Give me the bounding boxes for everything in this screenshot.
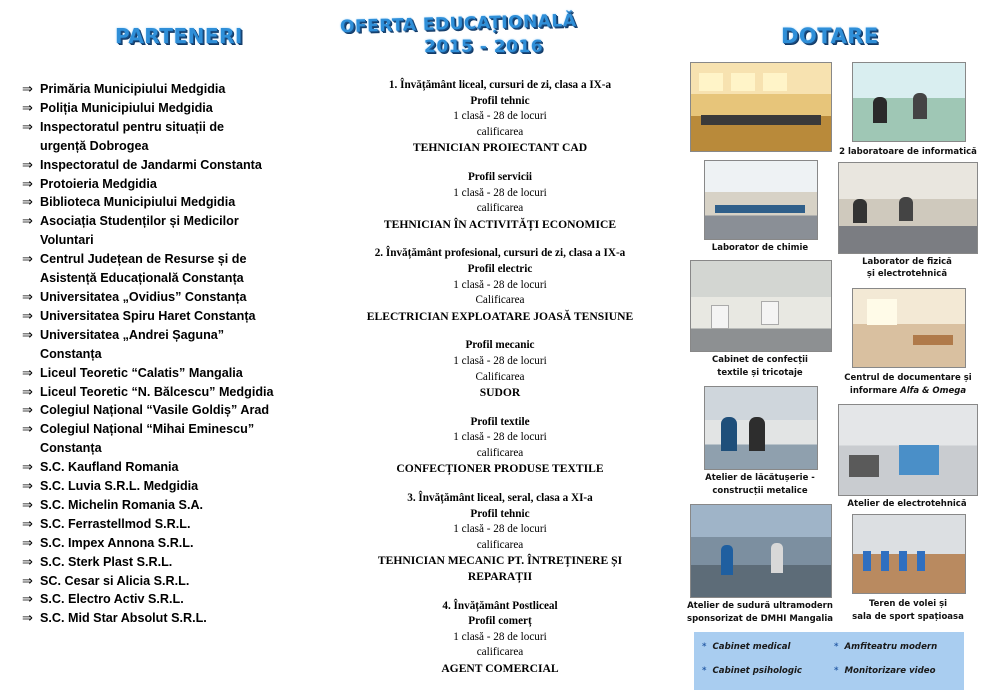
photo-physics-lab — [838, 162, 978, 254]
list-item: ⇒ SC. Cesar si Alicia S.R.L. — [22, 572, 322, 591]
qualification: ELECTRICIAN EXPLOATARE JOASĂ TENSIUNE — [366, 309, 634, 323]
places: 1 clasă - 28 de locuri — [453, 186, 547, 199]
arrow-right-icon: ⇒ — [22, 515, 33, 531]
arrow-right-icon: ⇒ — [22, 572, 33, 588]
qualification-label: calificarea — [476, 202, 524, 215]
equipment-heading: DOTARE — [781, 24, 879, 48]
list-item: ⇒ S.C. Mid Star Absolut S.R.L. — [22, 609, 322, 628]
arrow-right-icon: ⇒ — [22, 118, 33, 134]
list-item-continuation: Constanța — [40, 441, 102, 456]
arrow-right-icon: ⇒ — [22, 383, 33, 399]
bullet-icon: * — [702, 666, 707, 676]
section-title: 4. Învățământ Postliceal — [442, 599, 558, 612]
list-item: ⇒ Protoieria Medgidia — [22, 175, 322, 194]
list-item: ⇒ Poliția Municipiului Medgidia — [22, 99, 322, 118]
arrow-right-icon: ⇒ — [22, 610, 33, 626]
qualification: AGENT COMERCIAL — [441, 662, 559, 675]
places: 1 clasă - 28 de locuri — [453, 110, 547, 123]
arrow-right-icon: ⇒ — [22, 81, 33, 96]
caption-sports-1: Teren de volei și — [868, 599, 948, 609]
list-item: ⇒ Centrul Județean de Resurse și de — [22, 250, 322, 269]
places: 1 clasă - 28 de locuri — [453, 431, 547, 444]
list-item: ⇒ Liceul Teoretic “N. Bălcescu” Medgidia — [22, 383, 322, 402]
list-item: ⇒ S.C. Michelin Romania S.A. — [22, 496, 322, 515]
qualification-label: calificarea — [476, 646, 524, 659]
service-video: * Monitorizare video — [834, 666, 936, 676]
list-item-continuation: urgență Dobrogea — [40, 138, 149, 153]
caption-textile-1: Cabinet de confecții — [712, 355, 808, 365]
list-item: ⇒ S.C. Sterk Plast S.R.L. — [22, 553, 322, 572]
qualification-label: Calificarea — [475, 370, 525, 383]
arrow-right-icon: ⇒ — [22, 421, 33, 437]
caption-locksmith-1: Atelier de lăcătușerie - — [705, 473, 815, 483]
qualification: REPARAȚII — [467, 570, 533, 584]
arrow-right-icon: ⇒ — [22, 478, 33, 494]
photo-documentation-center — [852, 288, 966, 368]
arrow-right-icon: ⇒ — [22, 326, 33, 342]
list-item-continuation: Asistență Educațională Constanța — [40, 271, 244, 286]
profile-name: Profil comerț — [468, 615, 532, 628]
qualification: TEHNICIAN PROIECTANT CAD — [412, 141, 588, 155]
caption-welding-2: sponsorizat de DMHI Mangalia — [687, 614, 833, 624]
places: 1 clasă - 28 de locuri — [453, 630, 547, 643]
profile-name: Profil tehnic — [470, 94, 530, 107]
caption-locksmith-2: construcții metalice — [712, 486, 808, 496]
service-amphitheatre: * Amfiteatru modern — [834, 642, 938, 652]
caption-informatics: 2 laboratoare de informatică — [839, 147, 977, 157]
offer-heading: OFERTA EDUCAȚIONALĂ — [339, 10, 577, 38]
photo-informatics-room — [690, 62, 832, 152]
caption-sports-2: sala de sport spațioasa — [852, 612, 964, 622]
photo-textile-room — [690, 260, 832, 352]
arrow-right-icon: ⇒ — [22, 99, 33, 115]
caption-textile-2: textile și tricotaje — [717, 368, 803, 378]
arrow-right-icon: ⇒ — [22, 156, 33, 172]
list-item: ⇒ Universitatea „Andrei Șaguna” — [22, 326, 322, 345]
qualification-label: calificarea — [476, 538, 524, 551]
list-item: ⇒ S.C. Kaufland Romania — [22, 458, 322, 477]
educational-offer — [340, 78, 660, 677]
arrow-right-icon: ⇒ — [22, 496, 33, 512]
section-title: 3. Învățământ liceal, seral, clasa a XI-a — [407, 492, 593, 505]
list-item: ⇒ Colegiul Național “Vasile Goldiș” Arad — [22, 401, 322, 420]
arrow-right-icon: ⇒ — [22, 175, 33, 191]
offer-year: 2015 - 2016 — [424, 37, 544, 57]
profile-name: Profil textile — [470, 415, 530, 428]
partners-list — [22, 80, 322, 628]
list-item: ⇒ Colegiul Național “Mihai Eminescu” — [22, 420, 322, 439]
caption-documentation-2: informare Alfa & Omega — [849, 386, 967, 396]
profile-name: Profil servicii — [467, 170, 533, 183]
bullet-icon: * — [702, 642, 707, 652]
photo-informatics-students — [852, 62, 966, 142]
photo-sports-hall — [852, 514, 966, 594]
list-item: ⇒ S.C. Impex Annona S.R.L. — [22, 534, 322, 553]
places: 1 clasă - 28 de locuri — [453, 278, 547, 291]
arrow-right-icon: ⇒ — [22, 251, 33, 267]
caption-physics-2: și electrotehnică — [866, 269, 948, 279]
arrow-right-icon: ⇒ — [22, 194, 33, 210]
places: 1 clasă - 28 de locuri — [453, 354, 547, 367]
qualification: TEHNICIAN ÎN ACTIVITĂȚI ECONOMICE — [383, 217, 617, 231]
places: 1 clasă - 28 de locuri — [453, 523, 547, 536]
list-item: ⇒ Universitatea „Ovidius” Constanța — [22, 288, 322, 307]
list-item: ⇒ Asociația Studenților și Medicilor — [22, 212, 322, 231]
partners-heading: PARTENERI — [115, 24, 243, 48]
list-item-continuation: Constanța — [40, 346, 102, 361]
photo-chemistry-lab — [704, 160, 818, 240]
qualification-label: calificarea — [476, 446, 524, 459]
caption-physics-1: Laborator de fizică — [862, 257, 952, 267]
qualification-label: Calificarea — [475, 294, 525, 307]
bullet-icon: * — [834, 642, 839, 652]
qualification: CONFECȚIONER PRODUSE TEXTILE — [396, 462, 604, 476]
service-psychologist: * Cabinet psihologic — [702, 666, 803, 676]
photo-locksmith-workshop — [704, 386, 818, 470]
list-item: ⇒ Universitatea Spiru Haret Constanța — [22, 307, 322, 326]
profile-name: Profil electric — [467, 262, 533, 275]
qualification-label: calificarea — [476, 125, 524, 138]
photo-electrotechnics-workshop — [838, 404, 978, 496]
list-item: ⇒ Liceul Teoretic “Calatis” Mangalia — [22, 364, 322, 383]
arrow-right-icon: ⇒ — [22, 213, 33, 229]
list-item: ⇒ S.C. Luvia S.R.L. Medgidia — [22, 477, 322, 496]
arrow-right-icon: ⇒ — [22, 364, 33, 380]
bullet-icon: * — [834, 666, 839, 676]
qualification: TEHNICIAN MECANIC PT. ÎNTREȚINERE ȘI — [377, 554, 623, 568]
profile-name: Profil mecanic — [465, 339, 535, 352]
photo-welding-workshop — [690, 504, 832, 598]
section-title: 1. Învățământ liceal, cursuri de zi, clasa a IX-a — [388, 79, 612, 91]
list-item: ⇒ Inspectoratul de Jandarmi Constanta — [22, 156, 322, 175]
arrow-right-icon: ⇒ — [22, 591, 33, 607]
list-item: ⇒ S.C. Ferrastellmod S.R.L. — [22, 515, 322, 534]
caption-electrotechnics: Atelier de electrotehnică — [847, 499, 967, 509]
caption-documentation-1: Centrul de documentare și — [844, 373, 972, 383]
section-title: 2. Învățământ profesional, cursuri de zi, clasa a IX-a — [374, 247, 626, 260]
profile-name: Profil tehnic — [470, 507, 530, 520]
list-item: ⇒ Biblioteca Municipiului Medgidia — [22, 193, 322, 212]
list-item: ⇒ S.C. Electro Activ S.R.L. — [22, 590, 322, 609]
arrow-right-icon: ⇒ — [22, 534, 33, 550]
arrow-right-icon: ⇒ — [22, 459, 33, 475]
caption-welding-1: Atelier de sudură ultramodern — [687, 601, 833, 611]
list-item: ⇒ Primăria Municipiului Medgidia — [22, 80, 322, 99]
arrow-right-icon: ⇒ — [22, 553, 33, 569]
arrow-right-icon: ⇒ — [22, 307, 33, 323]
caption-chemistry: Laborator de chimie — [711, 243, 809, 253]
services-box — [694, 632, 964, 690]
arrow-right-icon: ⇒ — [22, 288, 33, 304]
service-medical: * Cabinet medical — [702, 642, 791, 652]
qualification: SUDOR — [479, 386, 521, 400]
list-item: ⇒ Inspectoratul pentru situații de — [22, 118, 322, 137]
list-item-continuation: Voluntari — [40, 233, 94, 248]
arrow-right-icon: ⇒ — [22, 402, 33, 418]
